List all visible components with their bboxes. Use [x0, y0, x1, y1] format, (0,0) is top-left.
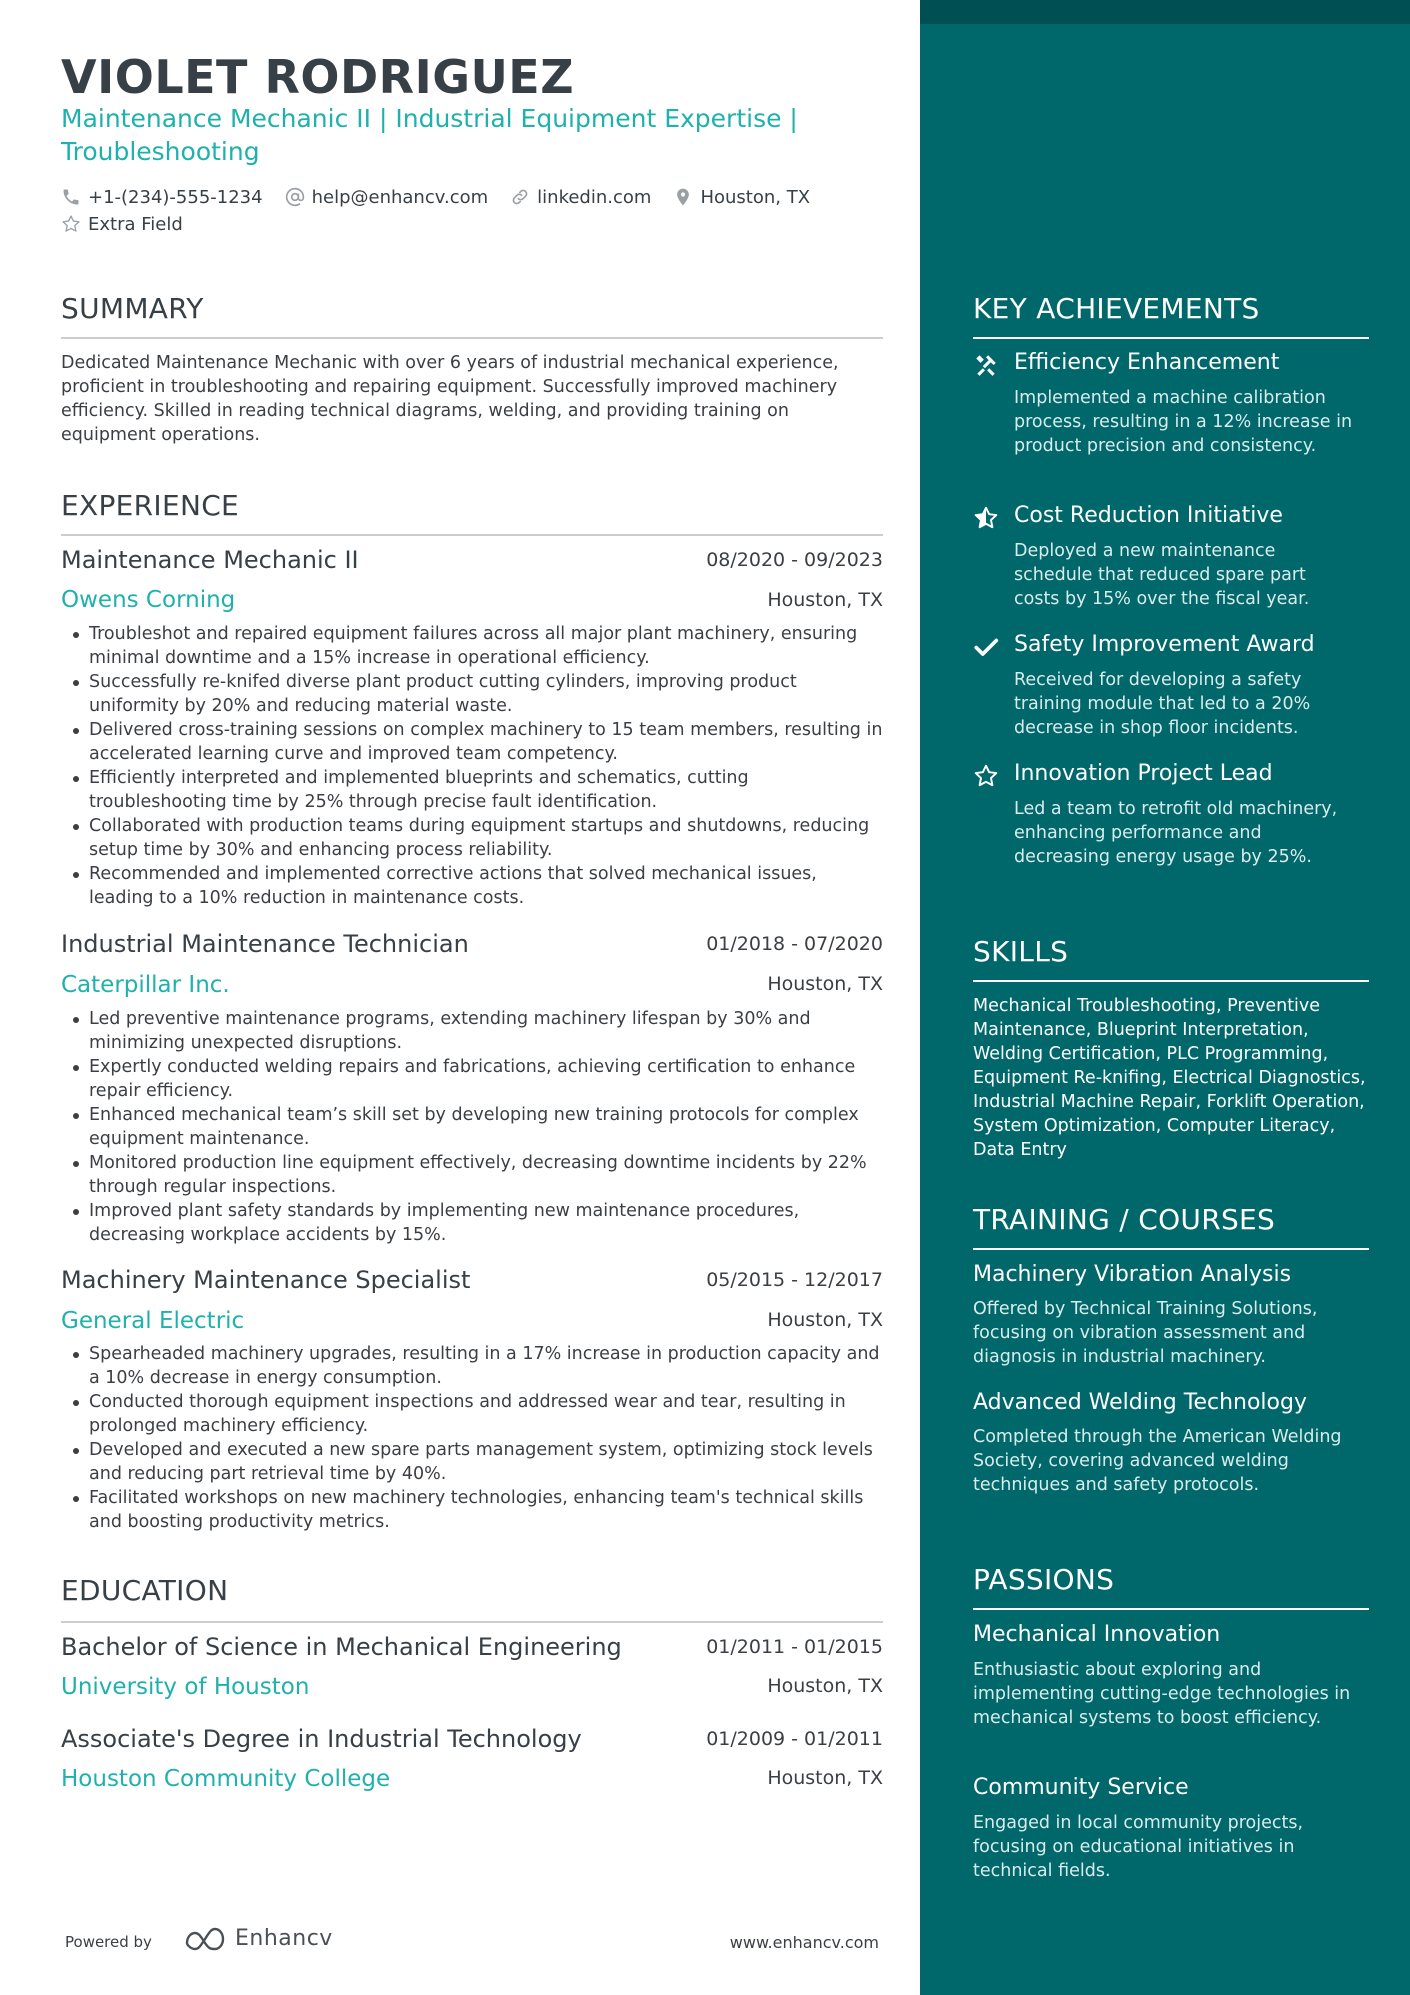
job-bullets	[61, 622, 886, 910]
contact-info	[61, 184, 881, 238]
company-name[interactable]: General Electric	[61, 1308, 245, 1334]
degree-title: Associate's Degree in Industrial Technology	[61, 1725, 582, 1753]
list-item: Recommended and implemented corrective actions that solved mechanical issues, leading to a 10% reduction in maintenance costs.	[61, 862, 886, 910]
school-name[interactable]: Houston Community College	[61, 1766, 391, 1792]
skills-divider	[973, 980, 1369, 982]
summary-heading: SUMMARY	[61, 292, 204, 325]
school-name[interactable]: University of Houston	[61, 1674, 310, 1700]
list-item: Expertly conducted welding repairs and fabrications, achieving certification to enhance repair efficiency.	[61, 1055, 886, 1103]
passion-title: Mechanical Innovation	[973, 1622, 1221, 1647]
linkedin-text: linkedin.com	[537, 186, 652, 208]
achievement-title: Efficiency Enhancement	[1014, 350, 1280, 375]
job-location: Houston, TX	[767, 1309, 883, 1331]
sidebar-top-bar	[920, 0, 1410, 24]
tools-icon	[973, 352, 999, 378]
achievements-divider	[973, 337, 1369, 339]
star-outline-icon	[61, 214, 81, 234]
education-divider	[61, 1621, 883, 1623]
job-title: Machinery Maintenance Specialist	[61, 1266, 471, 1294]
candidate-name: VIOLET RODRIGUEZ	[61, 50, 575, 104]
enhancv-logo-icon	[183, 1925, 229, 1951]
company-name[interactable]: Caterpillar Inc.	[61, 972, 230, 998]
company-name[interactable]: Owens Corning	[61, 587, 236, 613]
achievement-title: Cost Reduction Initiative	[1014, 503, 1283, 528]
list-item: Spearheaded machinery upgrades, resulting in a 17% increase in production capacity and a 10% decrease in energy consumption.	[61, 1342, 886, 1390]
phone-icon	[61, 187, 81, 207]
job-dates: 08/2020 - 09/2023	[706, 549, 883, 571]
sidebar	[920, 0, 1410, 1995]
list-item: Collaborated with production teams during equipment startups and shutdowns, reducing setup time by 30% and enhancing process reliability.	[61, 814, 886, 862]
skills-heading: SKILLS	[973, 935, 1069, 968]
course-desc: Offered by Technical Training Solutions, focusing on vibration assessment and diagnosis in industrial machinery.	[973, 1299, 1318, 1367]
list-item: Conducted thorough equipment inspections and addressed wear and tear, resulting in prolonged machinery efficiency.	[61, 1390, 886, 1438]
at-icon	[285, 187, 305, 207]
contact-phone[interactable]	[61, 187, 263, 208]
contact-location	[673, 187, 810, 208]
brand-name: Enhancv	[235, 1925, 333, 1951]
list-item: Developed and executed a new spare parts management system, optimizing stock levels and reducing part retrieval time by 40%.	[61, 1438, 886, 1486]
list-item: Led preventive maintenance programs, extending machinery lifespan by 30% and minimizing unexpected disruptions.	[61, 1007, 886, 1055]
location-text: Houston, TX	[700, 186, 811, 208]
education-heading: EDUCATION	[61, 1574, 229, 1607]
course-title: Machinery Vibration Analysis	[973, 1262, 1292, 1287]
course-desc: Completed through the American Welding Society, covering advanced welding techniques and safety protocols.	[973, 1427, 1342, 1495]
contact-linkedin[interactable]	[510, 187, 651, 208]
star-outline-icon	[973, 763, 999, 789]
achievement-title: Innovation Project Lead	[1014, 761, 1273, 786]
candidate-headline: Maintenance Mechanic II | Industrial Equipment Expertise | Troubleshooting	[61, 104, 798, 166]
training-divider	[973, 1248, 1369, 1250]
achievement-desc: Received for developing a safety training module that led to a 20% decrease in shop floor incidents.	[1014, 670, 1311, 738]
job-location: Houston, TX	[767, 973, 883, 995]
job-dates: 05/2015 - 12/2017	[706, 1269, 883, 1291]
course-title: Advanced Welding Technology	[973, 1390, 1307, 1415]
list-item: Delivered cross-training sessions on complex machinery to 15 team members, resulting in accelerated learning curve and improved team competency.	[61, 718, 886, 766]
training-heading: TRAINING / COURSES	[973, 1203, 1276, 1236]
list-item: Efficiently interpreted and implemented blueprints and schematics, cutting troubleshooting time by 25% through precise fault identification.	[61, 766, 886, 814]
achievements-heading: KEY ACHIEVEMENTS	[973, 292, 1260, 325]
job-bullets	[61, 1007, 886, 1247]
contact-extra	[61, 214, 183, 235]
passions-divider	[973, 1608, 1369, 1610]
list-item: Troubleshot and repaired equipment failures across all major plant machinery, ensuring minimal downtime and a 15% increase in operational efficiency.	[61, 622, 886, 670]
half-star-icon	[973, 505, 999, 531]
school-location: Houston, TX	[767, 1767, 883, 1789]
passion-desc: Enthusiastic about exploring and implementing cutting-edge technologies in mechanical systems to boost efficiency.	[973, 1660, 1351, 1728]
experience-divider	[61, 534, 883, 536]
degree-title: Bachelor of Science in Mechanical Engineering	[61, 1633, 622, 1661]
passion-title: Community Service	[973, 1775, 1189, 1800]
education-dates: 01/2009 - 01/2011	[706, 1728, 883, 1750]
list-item: Facilitated workshops on new machinery technologies, enhancing team's technical skills and boosting productivity metrics.	[61, 1486, 886, 1534]
school-location: Houston, TX	[767, 1675, 883, 1697]
checkmark-icon	[973, 634, 999, 660]
phone-text: +1-(234)-555-1234	[88, 186, 263, 208]
job-bullets	[61, 1342, 886, 1534]
achievement-desc: Deployed a new maintenance schedule that reduced spare part costs by 15% over the fiscal year.	[1014, 541, 1310, 609]
skills-list: Mechanical Troubleshooting, Preventive Maintenance, Blueprint Interpretation, Welding Certification, PLC Programming, Equipment Re-knifing, Electrical Diagnostics, Industrial Machine Repair, Forklift Operation, System Optimization, Computer Literacy, Data Entry	[973, 996, 1366, 1160]
link-icon	[510, 187, 530, 207]
job-location: Houston, TX	[767, 589, 883, 611]
summary-divider	[61, 337, 883, 339]
brand-logo[interactable]	[183, 1925, 333, 1951]
education-dates: 01/2011 - 01/2015	[706, 1636, 883, 1658]
powered-by-label: Powered by	[65, 1933, 152, 1951]
passions-heading: PASSIONS	[973, 1563, 1115, 1596]
email-text: help@enhancv.com	[311, 186, 489, 208]
achievement-desc: Implemented a machine calibration process, resulting in a 12% increase in product precision and consistency.	[1014, 388, 1353, 456]
list-item: Enhanced mechanical team’s skill set by developing new training protocols for complex equipment maintenance.	[61, 1103, 886, 1151]
list-item: Monitored production line equipment effectively, decreasing downtime incidents by 22% through regular inspections.	[61, 1151, 886, 1199]
website-link[interactable]: www.enhancv.com	[729, 1933, 879, 1952]
summary-text: Dedicated Maintenance Mechanic with over 6 years of industrial mechanical experience, proficient in troubleshooting and repairing equipment. Successfully improved machinery efficiency. Skilled in reading technical diagrams, welding, and providing training on equipment operations.	[61, 353, 839, 445]
location-pin-icon	[673, 187, 693, 207]
achievement-title: Safety Improvement Award	[1014, 632, 1315, 657]
achievement-desc: Led a team to retrofit old machinery, enhancing performance and decreasing energy usage by 25%.	[1014, 799, 1338, 867]
contact-email[interactable]	[285, 187, 489, 208]
job-dates: 01/2018 - 07/2020	[706, 933, 883, 955]
job-title: Maintenance Mechanic II	[61, 546, 359, 574]
experience-heading: EXPERIENCE	[61, 489, 240, 522]
job-title: Industrial Maintenance Technician	[61, 930, 469, 958]
list-item: Successfully re-knifed diverse plant product cutting cylinders, improving product uniformity by 20% and reducing material waste.	[61, 670, 886, 718]
list-item: Improved plant safety standards by implementing new maintenance procedures, decreasing workplace accidents by 15%.	[61, 1199, 886, 1247]
passion-desc: Engaged in local community projects, focusing on educational initiatives in technical fields.	[973, 1813, 1304, 1881]
extra-text: Extra Field	[88, 213, 183, 235]
